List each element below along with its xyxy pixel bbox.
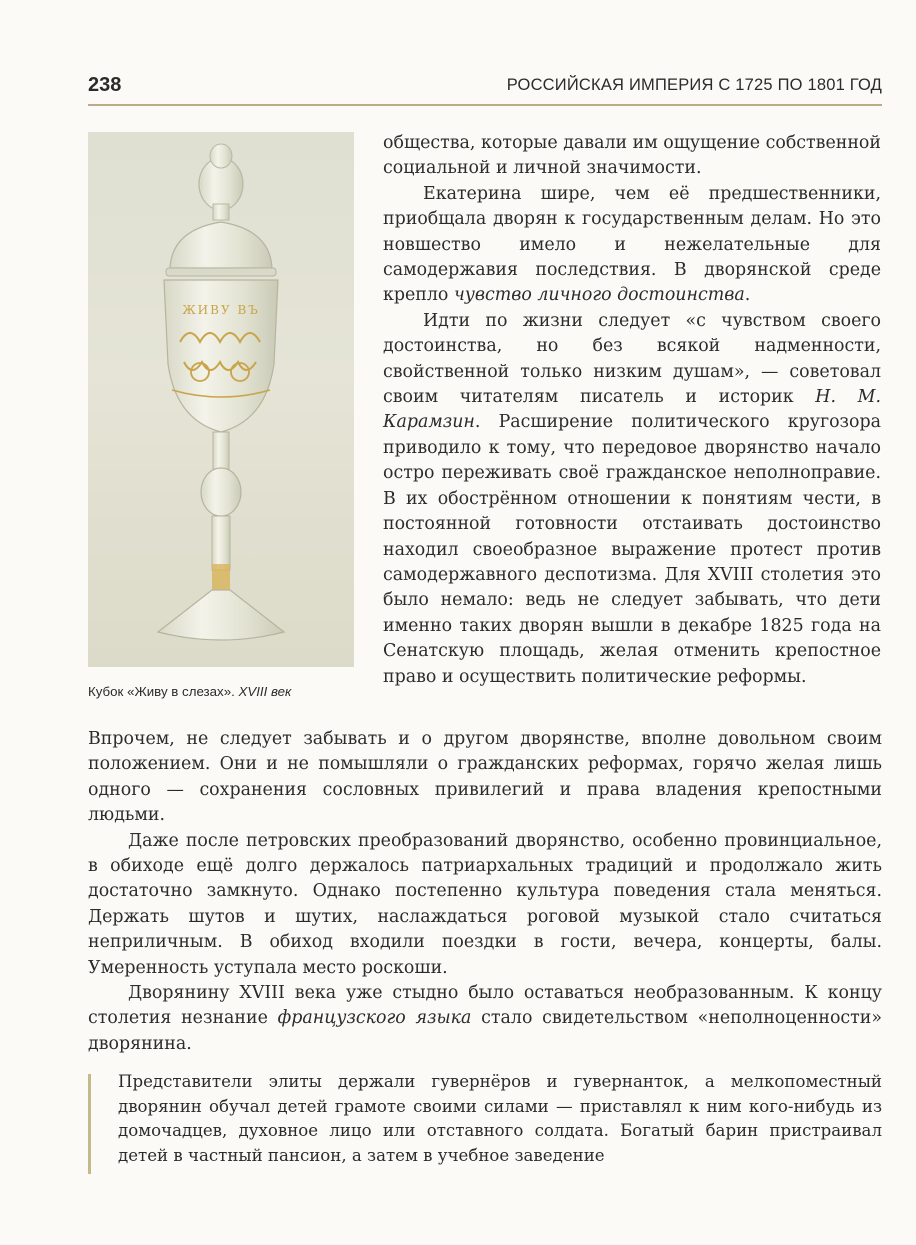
sidebar-note: [88, 1070, 882, 1178]
paragraph: [88, 727, 882, 829]
paragraph-text: Екатерина шире, чем её предшественники, приобщала дворян к государственным делам. Но это новшество имело и нежелательные для самодержавия последствия. В дворянской среде крепло: [383, 183, 881, 306]
sidebar-accent-bar: [88, 1074, 91, 1174]
paragraph-text: общества, которые давали им ощущение собственной социальной и личной значимости.: [383, 133, 881, 179]
paragraph: [88, 829, 882, 981]
paragraph-text: .: [744, 285, 751, 306]
paragraph-text: Дворянину XVIII века уже стыдно было оставаться необразованным. К концу столетия незнание: [88, 983, 882, 1029]
caption-date: XVIII век: [238, 684, 292, 699]
paragraph: [88, 981, 882, 1057]
goblet-illustration: [88, 132, 354, 667]
paragraph-text: Даже после петровских преобразований дворянство, особенно провинциальное, в обиходе ещё долго держалось патриархальных традиций и продолжало жить достаточно замкнуто. Однако постепенно культура поведения стала меняться. Держать шутов и шутих, наслаждаться роговой музыкой стало считаться неприличным. В обиход входили поездки в гости, вечера, концерты, балы. Умеренность уступала место роскоши.: [88, 830, 882, 978]
figure-caption: [88, 684, 368, 699]
emphasis: чувство личного достоинства: [453, 285, 745, 306]
emphasis: Н. М. Карамзин: [383, 387, 881, 433]
running-title: РОССИЙСКАЯ ИМПЕРИЯ С 1725 ПО 1801 ГОД: [506, 76, 882, 94]
paragraph: [383, 309, 881, 690]
body-text: [88, 727, 882, 1057]
paragraph: [383, 182, 881, 309]
page-header: [88, 70, 882, 106]
goblet-inscription: ЖИВУ ВЪ: [182, 303, 260, 317]
paragraph: [383, 131, 881, 182]
page-number: 238: [88, 74, 122, 96]
goblet-photo: [88, 132, 354, 667]
paragraph-text: . Расширение политического кругозора приводило к тому, что передовое дворянство начало остро переживать своё гражданское неполноправие. В их обострённом отношении к понятиям чести, в постоянной готовности отстаивать достоинство находил своеобразное выражение протест против самодержавного деспотизма. Для XVIII столетия это было немало: ведь не следует забывать, что дети именно таких дворян вышли в декабре 1825 года на Сенатскую площадь, желая отменить крепостное право и осуществить политические реформы.: [383, 412, 881, 687]
column-text: [383, 131, 881, 690]
paragraph-text: стало свидетельством «неполноценности» дворянина.: [88, 1008, 883, 1054]
sidebar-text: Представители элиты держали гувернёров и гувернанток, а мелкопоместный дворянин обучал детей грамоте своими силами — приставлял к ним кого-нибудь из домочадцев, духовное лицо или отставного солдата. Богатый барин пристраивал детей в частный пансион, а затем в учебное заведение: [118, 1072, 882, 1165]
emphasis: французского языка: [277, 1008, 472, 1029]
paragraph-text: Впрочем, не следует забывать и о другом дворянстве, вполне довольном своим положением. Они и не помышляли о гражданских реформах, горячо желая лишь одного — сохранения сословных привилегий и права владения крепостными людьми.: [88, 729, 882, 826]
paragraph-text: Идти по жизни следует «с чувством своего достоинства, но без всякой надменности, свойственной только низким душам», — советовал своим читателям писатель и историк: [383, 310, 881, 408]
header-rule: [88, 104, 882, 106]
caption-text: Кубок «Живу в слезах».: [88, 684, 239, 699]
